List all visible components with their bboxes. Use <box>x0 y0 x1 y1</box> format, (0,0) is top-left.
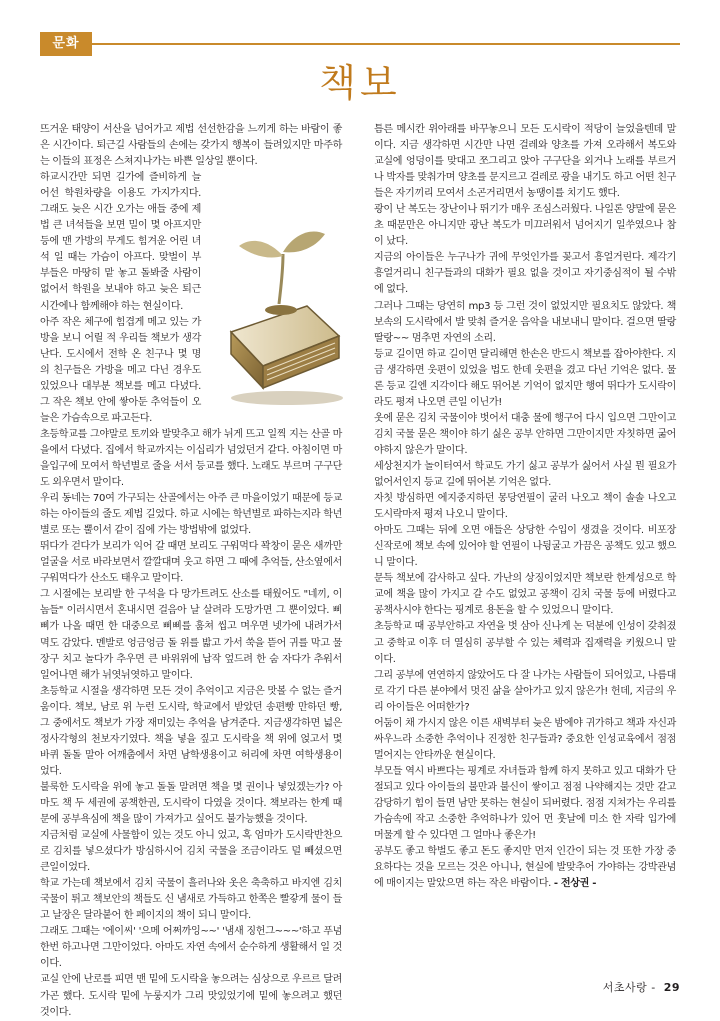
paragraph: 그리 공부에 연연하지 않았어도 다 잘 나가는 사람들이 되어있고, 나름대로 각기 다른 분야에서 멋진 삶을 살아가고 있지 않은가! 헌데, 지금의 우리 아이들은 어떠한가? <box>374 669 676 713</box>
paragraph: 뜨거운 태양이 서산을 넘어가고 제법 선선한감을 느끼게 하는 바람이 좋은 시간이다. 퇴근길 사람들의 손에는 갖가지 행복이 들려있지만 마주하는 이들의 표정은 스쳐지나가는 바쁜 일상일 뿐이다. <box>40 124 342 168</box>
paragraph: 문득 책보에 감사하고 싶다. 가난의 상징이었지만 책보란 한계성으로 학교에 책을 많이 가지고 갈 수도 없었고 공책이 김치 국물 등에 버렸다고 공책사시야 한다는 핑계로 용돈을 할 수 있었으니 말이다. <box>374 573 676 617</box>
paragraph-text: 공부도 좋고 학벌도 좋고 돈도 좋지만 먼저 인간이 되는 것 또한 가장 중요하다는 것을 모르는 것은 아니나, 현실에 발맞추어 가야하는 강박관념에 매이지는 말았으면 하는 작은 바람이다. <box>374 846 676 890</box>
paragraph: 초등학교 때 공부안하고 자연을 벗 삼아 신나게 논 덕분에 인성이 갖춰졌고 중학교 이후 더 열심히 공부할 수 있는 체력과 집재력을 키웠으니 말이다. <box>374 621 676 665</box>
paragraph: 광이 난 복도는 장난이나 뛰기가 매우 조심스러웠다. 나일론 양말에 묻은 초 때문만은 아니지만 광난 복도가 미끄러워서 넘어지기 일쑤였으나 참이 났다. <box>374 204 676 248</box>
paragraph: 그 시절에는 보리발 한 구석을 다 망가트려도 산소를 태웠어도 "네끼, 이놈들" 이러시면서 혼내시면 걸음아 날 살려라 도망가면 그 뿐이었다. 삐삐가 나올 때면 한 대중으로 삐삐를 훔쳐 씹고 며우면 넷가에 내려가서 멱도 감았다. 멘발로 엉금엉금 돌 위를 밟고 가서 쑥을 뜯어 귀를 막고 물장구 치고 놀다가 추우면 큰 바위위에 납작 엎드려 한 숨 자다가 추워서 일어나면 해가 뉘엿뉘엿하고 말이다. <box>40 589 342 681</box>
publication-name: 서초사랑 <box>602 981 648 994</box>
book-illustration <box>209 220 357 412</box>
page-number: 29 <box>663 981 680 994</box>
article-column-right <box>374 122 676 978</box>
paragraph-final <box>374 844 676 892</box>
paragraph: 아마도 그때는 뒤에 오면 애들은 상당한 수입이 생겼을 것이다. 비포장 신작로에 책보 속에 있어야 할 연필이 나뒹굴고 가끔은 공책도 있고 했으니 말이다. <box>374 525 676 569</box>
paragraph: 세상천지가 놀이터여서 학교도 가기 싫고 공부가 싫어서 사실 뭔 필요가 없어서인지 등교 길에 뛰어본 기억은 없다. <box>374 460 676 489</box>
paragraph: 교실 안에 난로를 피면 맨 밑에 도시락을 놓으려는 심상으로 우르르 달려가곤 했다. 도시락 밑에 누룽지가 그리 맛있었기에 밑에 놓으려고 했던 것이다. <box>40 974 342 1018</box>
paragraph: 지금의 아이들은 누구나가 귀에 무엇인가를 꽂고서 흥얼거린다. 제각기 흥얼거리니 친구들과의 대화가 필요 없을 것이고 자기중심적이 될 수밖에 없다. <box>374 252 676 296</box>
paragraph: 자칫 방심하면 에지중지하던 몽당연필이 굴러 나오고 책이 솔솔 나오고 도시락마저 평져 나오니 말이다. <box>374 493 676 521</box>
paragraph: 불룩한 도시락을 위에 놓고 돌돌 말려면 책을 몇 권이나 넣었겠는가? 아마도 책 두 세권에 공책한권, 도시락이 다였을 것이다. 책보라는 한계 때문에 공부욕심에 책을 많이 가져가고 싶어도 불가능했을 것이다. <box>40 781 342 826</box>
article-title: 책보 <box>319 61 401 105</box>
paragraph: 부모들 역시 바쁘다는 핑계로 자녀들과 함께 하지 못하고 있고 대화가 단절되고 있다 아이들의 불만과 불신이 쌓이고 점점 나약해지는 것만 같고 감당하기 힘이 들면 남만 못하는 현실이 되버렸다. 점점 지쳐가는 우리를 가슴속에 작고 소중한 추억하나가 있어 먼 훗날에 미소 한 자락 입가에 머물게 할 수 있다면 그 얼마나 좋은가! <box>374 765 676 842</box>
paragraph: 어둠이 채 가시지 않은 이른 새벽부터 늦은 밤에야 귀가하고 책과 자신과 싸우느라 소중한 추억이나 진정한 친구들과? 중요한 인성교육에서 점점 멀어지는 안타까운 현실이다. <box>374 717 676 761</box>
article-column-left <box>40 122 342 1018</box>
paragraph: 그래도 그때는 '에이씨' '으메 어쩌까잉~~' '냄새 징헌그~~~'하고 푸념한번 하고나면 그만이었다. 아마도 자연 속에서 순수하게 생활해서 일 것이다. <box>40 926 342 970</box>
page-footer <box>603 979 680 995</box>
book-with-sprout-icon <box>209 220 357 412</box>
paragraph: 지금처럼 교실에 사물함이 있는 것도 아니 었고, 혹 엄마가 도시락반찬으로 김치를 넣으셨다가 방심하시어 김치 국물을 조금이라도 덜 빼셨으면 큰일이었다. <box>40 830 342 874</box>
footer-separator: - <box>651 981 656 994</box>
paragraph: 아주 작은 체구에 힘겹게 메고 있는 가방을 보니 어릴 적 우리들 책보가 생각난다. 도시에서 전학 온 친구나 몇 명의 친구들은 가방을 메고 다닌 경우도 있었으나 대부분 책보를 메고 다녔다. 그 작은 책보 안에 쌓아둔 추억들이 오늘은 가슴속으로 파고든다. <box>40 316 201 424</box>
paragraph: 등교 길이면 하교 길이면 달리해면 한손은 반드시 책보를 잡아야한다. 지금 생각하면 웃편이 있었을 법도 한데 웃편을 겼고 다닌 기억은 없다. 물론 등교 길엔 지각이다 해도 뛰어본 기억이 없지만 행여 뛰다가 도시락이라도 평져 나오면 큰일 이닌가! <box>374 348 676 408</box>
author-signature: - 전상권 - <box>553 878 597 890</box>
paragraph: 그러나 그때는 당연히 mp3 등 그런 것이 없었지만 필요치도 않았다. 책보속의 도시락에서 발 맞춰 즐거운 음악을 내보내니 말이다. 걸으면 딸랑딸랑~~ 멈추면 자연의 소리. <box>374 300 676 344</box>
paragraph: 학교 가는데 책보에서 김치 국물이 흘러나와 옷은 축축하고 바지엔 김치 국물이 튀고 책보안의 책들도 신 냄새로 가득하고 한쪽은 빨갛게 물이 들고 날장은 달라붙어 한 페이지의 책이 되니 말이다. <box>40 878 342 922</box>
paragraph: 하교시간만 되면 길가에 즐비하게 늘어선 학원차량을 이용도 가지가지다. 그래도 늦은 시간 오가는 애들 중에 제법 큰 녀석들을 보면 밀이 몇 아프지만 등에 맨 가방의 무게도 힘겨운 어린 녀석 일 때는 가슴이 아프다. 맞벌이 부부들은 마땅히 맡 놓고 돌봐줄 사람이 없어서 학원을 보내야 하고 늦은 퇴근시간에나 함께해야 하는 현실이다. <box>40 172 201 312</box>
paragraph: 틈른 메시칸 위아래를 바꾸놓으니 모든 도시락이 적당이 늘었을텐데 말이다. 지금 생각하면 시간만 나면 걸레와 양초를 가져 오라해서 복도와 교실에 엉덩이를 맞대고 쪼그리고 앉아 구구단을 외거나 노래를 부르거나 박자를 맞춰가며 양초를 문지르고 걸레로 광을 내기도 하고 어떤 친구들은 자기끼리 모여서 소곤거리면서 농땡이를 치기도 했다. <box>374 124 676 200</box>
paragraph: 뛰다가 걷다가 보리가 익어 갈 때면 보리도 구워먹다 꽉창이 묻은 새까만 얼굴을 서로 바라보면서 깔깔대며 웃고 하면 그 때에 추억들, 산소옆에서 구워먹다가 산소도 태우고 말이다. <box>40 541 342 585</box>
paragraph: 옷에 묻은 김치 국물이야 벗어서 대충 물에 행구어 다시 입으면 그만이고 김치 국물 묻은 책이야 하기 싫은 공부 안하면 그만이지만 자칫하면 굶어야하지 않은가 말이다. <box>374 412 676 456</box>
section-label: 문화 <box>40 32 92 56</box>
paragraph: 우리 동네는 70여 가구되는 산골에서는 아주 큰 마을이었기 때문에 등교하는 아이들의 줄도 제법 길었다. 하교 시에는 학년별로 파하는지라 학년별로 또는 뿔이서 같이 집에 가는 방법밖에 없었다. <box>40 493 342 537</box>
section-divider <box>92 43 680 45</box>
paragraph: 초등학교 시절을 생각하면 모든 것이 추억이고 지금은 맛볼 수 없는 즐거움이다. 책보, 남로 위 누런 도시락, 학교에서 받았던 송편빵 만하던 빵, 그 중에서도 책보가 가장 재미있는 추억을 남겨준다. 지금생각하면 넓은 정사각형의 천보자기였다. 책을 넣을 짚고 도시락을 책 위에 얹고서 몇 바퀴 돌돌 말아 어깨춤에서 차면 남학생용이고 허리에 차면 여학생용이었다. <box>40 685 342 777</box>
paragraph: 초등학교를 그야말로 토끼와 발맞추고 해가 뉘게 뜨고 일찍 지는 산골 마을에서 다녔다. 집에서 학교까지는 이십리가 넘었던거 같다. 아침이면 마을입구에 모여서 학년별로 줄을 서서 등교를 했다. 노래도 부르며 구구단도 외우면서 말이다. <box>40 428 342 489</box>
